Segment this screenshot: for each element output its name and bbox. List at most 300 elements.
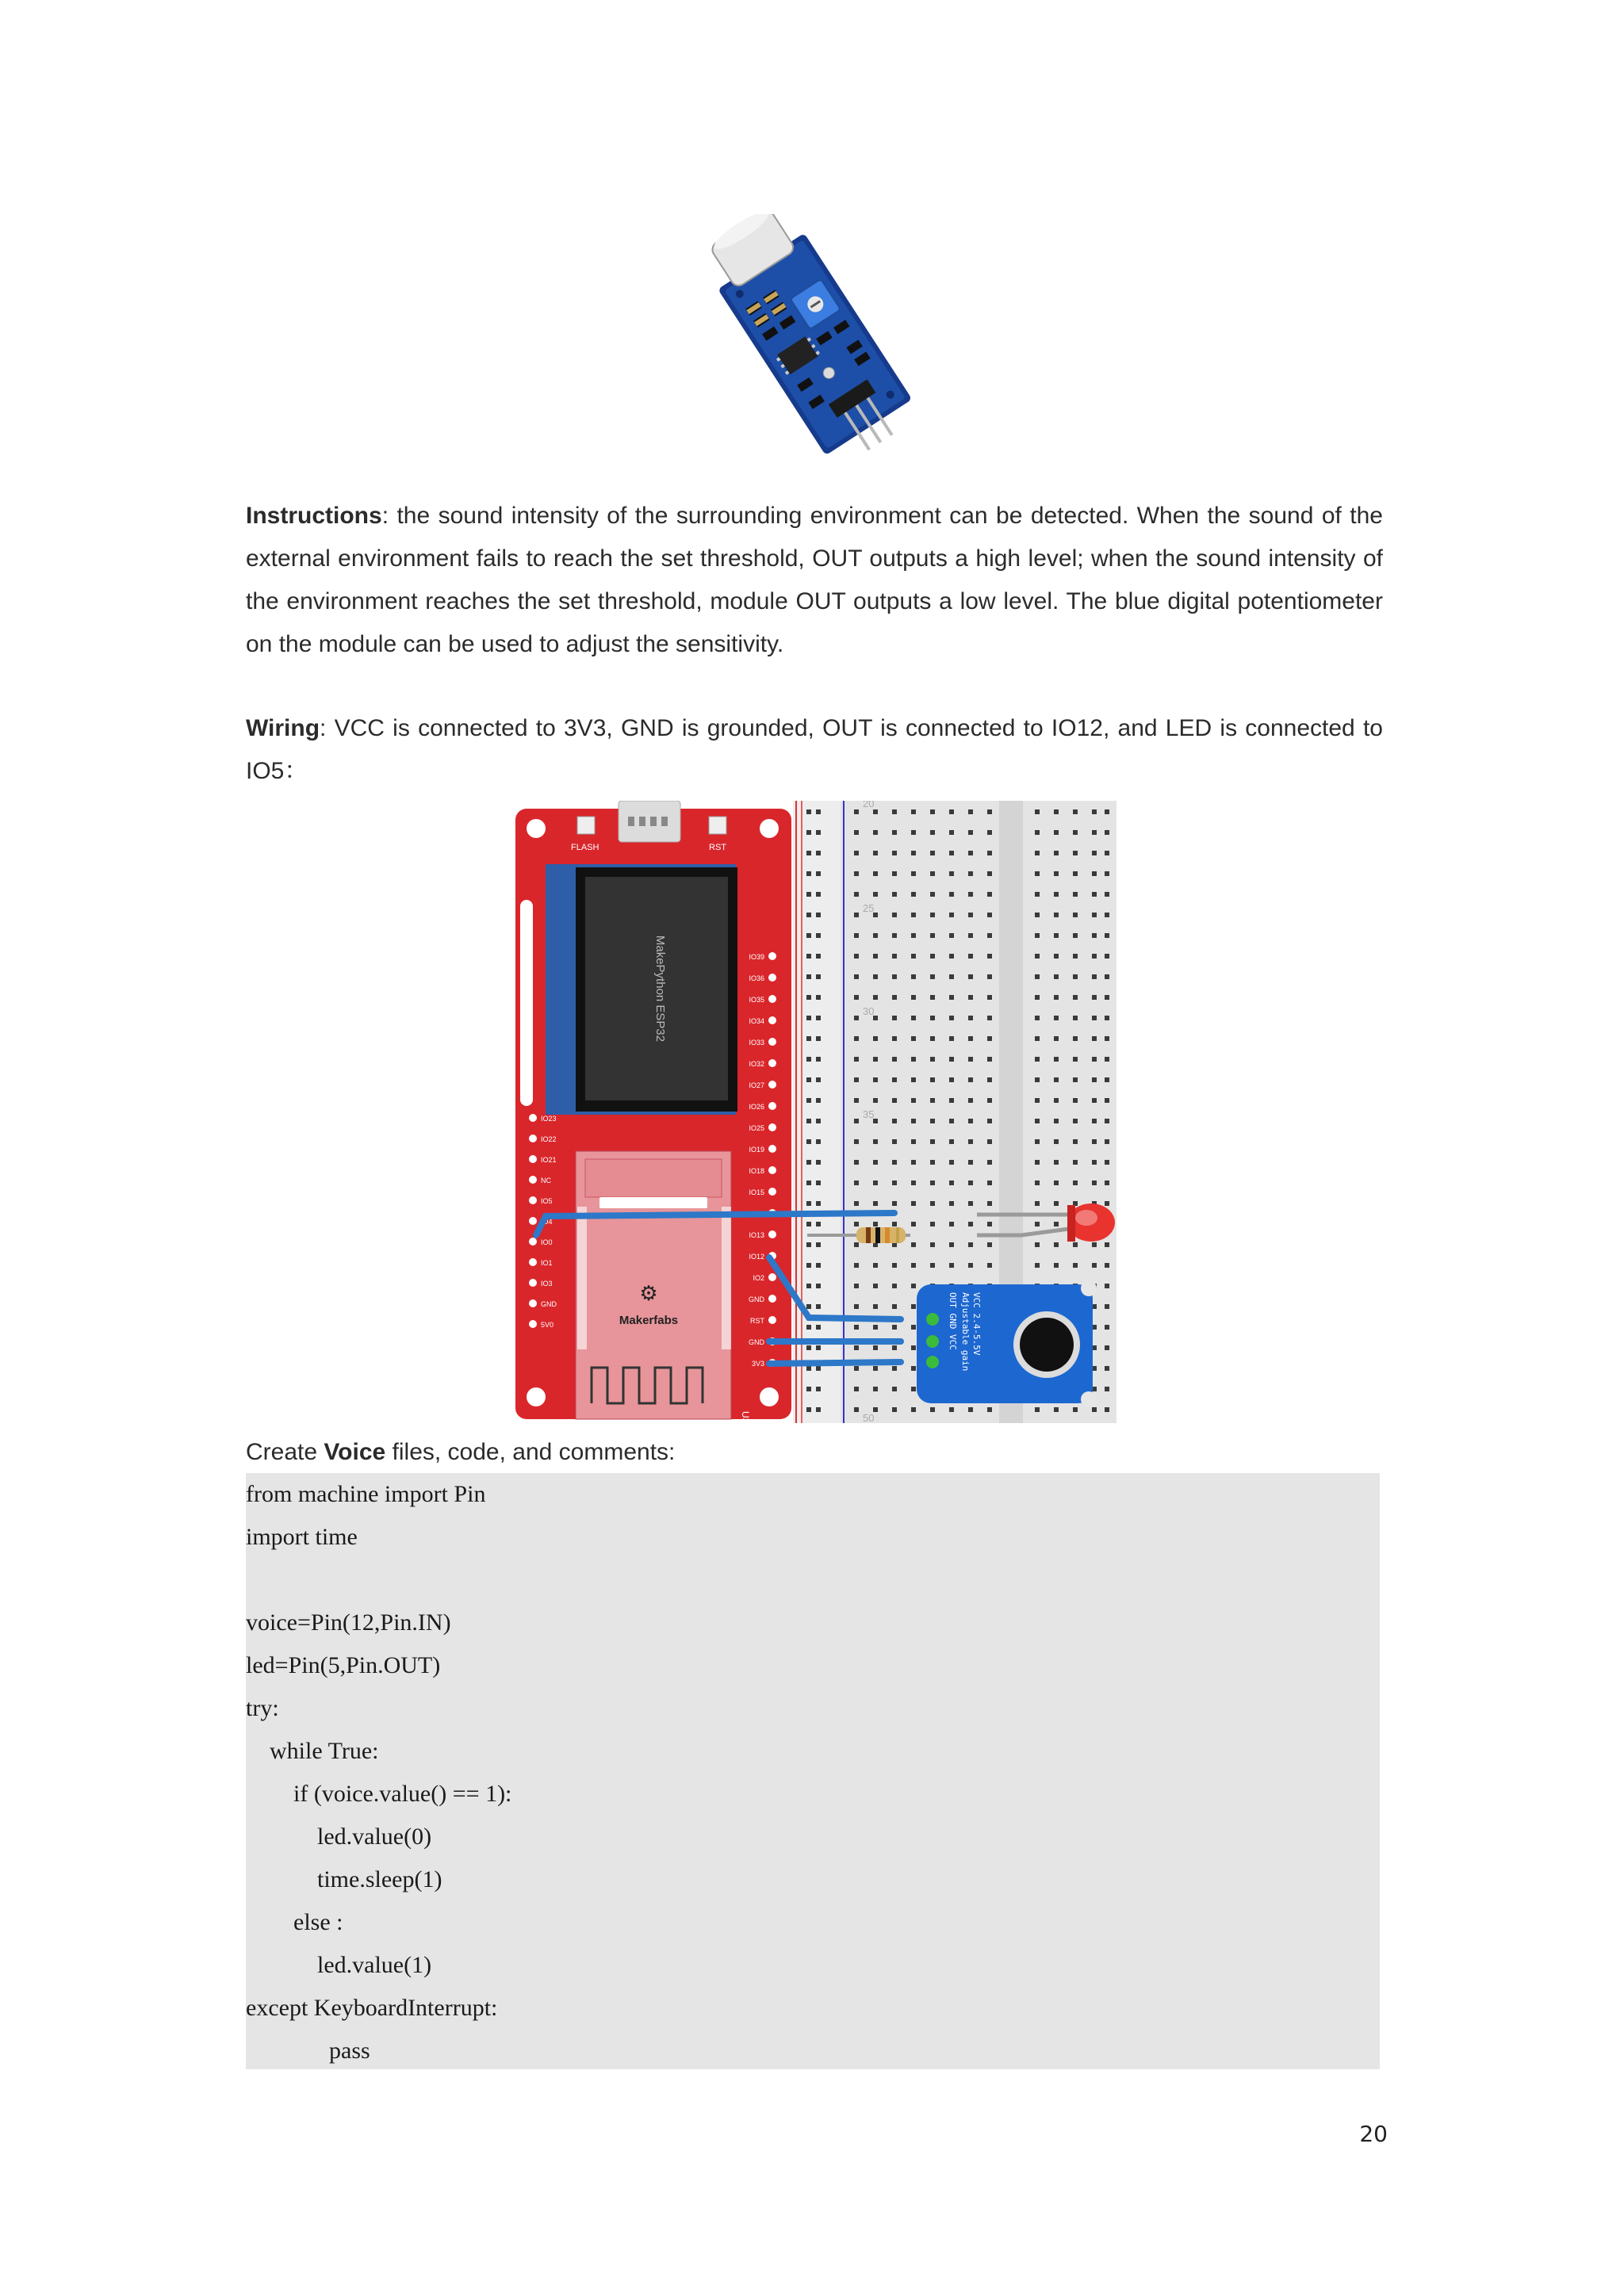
breadboard-row-30: 30 bbox=[863, 1005, 875, 1017]
breadboard-hole bbox=[1054, 1098, 1059, 1103]
breadboard-hole bbox=[816, 1160, 821, 1165]
breadboard-hole bbox=[873, 809, 878, 814]
breadboard-hole bbox=[949, 1222, 954, 1226]
breadboard-hole bbox=[1105, 1077, 1109, 1082]
breadboard-hole bbox=[987, 933, 992, 938]
breadboard-hole bbox=[1105, 1016, 1109, 1020]
makerfabs-label: Makerfabs bbox=[619, 1314, 679, 1327]
breadboard-hole bbox=[911, 913, 916, 917]
breadboard-hole bbox=[806, 954, 811, 959]
breadboard-hole bbox=[949, 933, 954, 938]
rst-label: RST bbox=[709, 843, 726, 852]
breadboard-hole bbox=[1035, 1139, 1040, 1144]
breadboard-hole bbox=[987, 1407, 992, 1412]
board-pin-label: NC bbox=[541, 1177, 551, 1184]
breadboard-hole bbox=[949, 830, 954, 835]
breadboard-hole bbox=[987, 1036, 992, 1041]
code-line: from machine import Pin bbox=[246, 1481, 486, 1507]
breadboard-hole bbox=[1105, 1139, 1109, 1144]
board-pin bbox=[768, 1188, 776, 1196]
breadboard-hole bbox=[1105, 1036, 1109, 1041]
breadboard-hole bbox=[987, 1263, 992, 1268]
breadboard-hole bbox=[930, 995, 935, 1000]
breadboard-hole bbox=[968, 954, 973, 959]
breadboard-hole bbox=[854, 1366, 859, 1371]
breadboard-hole bbox=[911, 1325, 916, 1330]
breadboard-hole bbox=[892, 1222, 897, 1226]
breadboard-hole bbox=[911, 974, 916, 979]
board-pin-label: IO22 bbox=[541, 1135, 557, 1143]
breadboard-hole bbox=[987, 913, 992, 917]
code-line: voice=Pin(12,Pin.IN) bbox=[246, 1609, 451, 1636]
breadboard-hole bbox=[1035, 1201, 1040, 1206]
breadboard-hole bbox=[806, 1016, 811, 1020]
breadboard-hole bbox=[806, 1242, 811, 1247]
breadboard-hole bbox=[816, 871, 821, 876]
breadboard-hole bbox=[968, 830, 973, 835]
breadboard-hole bbox=[1035, 1222, 1040, 1226]
breadboard-hole bbox=[911, 871, 916, 876]
breadboard-hole bbox=[816, 1242, 821, 1247]
breadboard-hole bbox=[1035, 1057, 1040, 1062]
breadboard-hole bbox=[949, 851, 954, 855]
breadboard-hole bbox=[806, 933, 811, 938]
breadboard-hole bbox=[1105, 1098, 1109, 1103]
breadboard-hole bbox=[968, 851, 973, 855]
board-pin-label: IO0 bbox=[541, 1238, 553, 1246]
board-pin bbox=[529, 1114, 537, 1122]
board-pin bbox=[529, 1320, 537, 1328]
breadboard-hole bbox=[892, 974, 897, 979]
board-pin-label: IO12 bbox=[749, 1253, 764, 1261]
breadboard-hole bbox=[892, 933, 897, 938]
breadboard-hole bbox=[854, 1057, 859, 1062]
breadboard-hole bbox=[854, 1036, 859, 1041]
breadboard-hole bbox=[1105, 954, 1109, 959]
breadboard-hole bbox=[1092, 974, 1097, 979]
breadboard-hole bbox=[949, 1181, 954, 1185]
code-line: led=Pin(5,Pin.OUT) bbox=[246, 1652, 441, 1678]
mic-module-pins: OUT GND VCC bbox=[948, 1292, 958, 1350]
breadboard-hole bbox=[987, 809, 992, 814]
board-pin-label: IO18 bbox=[749, 1167, 764, 1175]
board-pin bbox=[768, 995, 776, 1003]
breadboard-hole bbox=[930, 1160, 935, 1165]
breadboard-hole bbox=[854, 1345, 859, 1350]
code-block bbox=[246, 1473, 1380, 2069]
breadboard-hole bbox=[1092, 1242, 1097, 1247]
breadboard-hole bbox=[1105, 1304, 1109, 1309]
breadboard-hole bbox=[806, 1077, 811, 1082]
breadboard-hole bbox=[854, 1387, 859, 1391]
breadboard-hole bbox=[1092, 1181, 1097, 1185]
breadboard-hole bbox=[987, 1242, 992, 1247]
board-pin bbox=[768, 1102, 776, 1110]
breadboard-hole bbox=[949, 1036, 954, 1041]
breadboard-hole bbox=[816, 1016, 821, 1020]
breadboard-hole bbox=[1105, 1407, 1109, 1412]
breadboard-hole bbox=[911, 1139, 916, 1144]
breadboard-hole bbox=[892, 1407, 897, 1412]
breadboard-hole bbox=[930, 809, 935, 814]
breadboard-hole bbox=[1105, 851, 1109, 855]
breadboard-hole bbox=[1073, 1181, 1078, 1185]
board-pin bbox=[768, 1038, 776, 1046]
breadboard-hole bbox=[854, 1284, 859, 1288]
board-pin bbox=[768, 1166, 776, 1174]
breadboard-hole bbox=[968, 1222, 973, 1226]
board-pin-label: IO36 bbox=[749, 974, 764, 982]
breadboard-hole bbox=[892, 1098, 897, 1103]
board-pin-label: IO26 bbox=[749, 1103, 764, 1111]
breadboard-hole bbox=[892, 1366, 897, 1371]
code-line: import time bbox=[246, 1524, 358, 1550]
breadboard-hole bbox=[930, 1181, 935, 1185]
breadboard-hole bbox=[806, 1057, 811, 1062]
breadboard-hole bbox=[949, 809, 954, 814]
breadboard-hole bbox=[1073, 933, 1078, 938]
breadboard-hole bbox=[949, 1407, 954, 1412]
breadboard-hole bbox=[1105, 913, 1109, 917]
breadboard-hole bbox=[873, 974, 878, 979]
breadboard-hole bbox=[816, 1345, 821, 1350]
breadboard-hole bbox=[911, 1387, 916, 1391]
breadboard-hole bbox=[1054, 1139, 1059, 1144]
breadboard-hole bbox=[911, 1201, 916, 1206]
breadboard-hole bbox=[1054, 1016, 1059, 1020]
breadboard-hole bbox=[1035, 830, 1040, 835]
breadboard-hole bbox=[987, 1160, 992, 1165]
board-pin bbox=[768, 1123, 776, 1131]
breadboard-hole bbox=[806, 1407, 811, 1412]
board-title: MakePython ESP32 bbox=[653, 935, 667, 1043]
breadboard-hole bbox=[1035, 913, 1040, 917]
breadboard-hole bbox=[873, 1263, 878, 1268]
board-pin bbox=[768, 1230, 776, 1238]
breadboard-row-20: 20 bbox=[863, 801, 875, 809]
breadboard-hole bbox=[816, 1366, 821, 1371]
breadboard-hole bbox=[892, 1036, 897, 1041]
breadboard-hole bbox=[892, 1304, 897, 1309]
breadboard-hole bbox=[892, 995, 897, 1000]
board-pin-label: IO4 bbox=[541, 1218, 553, 1226]
breadboard-hole bbox=[968, 974, 973, 979]
breadboard-hole bbox=[1035, 974, 1040, 979]
breadboard-hole bbox=[1073, 830, 1078, 835]
breadboard-hole bbox=[1105, 1181, 1109, 1185]
breadboard-hole bbox=[987, 1077, 992, 1082]
code-line: try: bbox=[246, 1695, 279, 1721]
breadboard-hole bbox=[816, 892, 821, 897]
breadboard-hole bbox=[911, 954, 916, 959]
instructions-text: : the sound intensity of the surrounding environment can be detected. When the sound of the external environment fails to reach the set threshold, OUT outputs a high level; when the sound intensity of the environment reaches the set threshold, module OUT outputs a low level. The blue digital potentiometer on the module can be used to adjust the sensitivity. bbox=[246, 503, 1383, 657]
breadboard-hole bbox=[1054, 995, 1059, 1000]
instructions-paragraph bbox=[246, 495, 1383, 666]
breadboard-hole bbox=[854, 830, 859, 835]
breadboard-hole bbox=[911, 892, 916, 897]
breadboard-hole bbox=[930, 851, 935, 855]
code-line: pass bbox=[246, 2038, 370, 2064]
board-pin bbox=[768, 1016, 776, 1024]
breadboard-hole bbox=[1054, 954, 1059, 959]
breadboard-hole bbox=[911, 1263, 916, 1268]
board-pin bbox=[529, 1135, 537, 1142]
breadboard-hole bbox=[911, 1366, 916, 1371]
board-pin-label: IO32 bbox=[749, 1060, 764, 1068]
breadboard-hole bbox=[873, 892, 878, 897]
breadboard-hole bbox=[892, 892, 897, 897]
breadboard-hole bbox=[1105, 1160, 1109, 1165]
breadboard-hole bbox=[873, 1036, 878, 1041]
breadboard-hole bbox=[1054, 1160, 1059, 1165]
breadboard-hole bbox=[873, 1284, 878, 1288]
breadboard-hole bbox=[1092, 1077, 1097, 1082]
breadboard-hole bbox=[911, 1345, 916, 1350]
breadboard-hole bbox=[873, 1387, 878, 1391]
breadboard-hole bbox=[911, 809, 916, 814]
breadboard-hole bbox=[1092, 851, 1097, 855]
board-pin-label: IO39 bbox=[749, 953, 764, 961]
board-pin bbox=[768, 1059, 776, 1067]
breadboard-hole bbox=[1035, 995, 1040, 1000]
board-pin bbox=[529, 1258, 537, 1266]
breadboard-hole bbox=[1092, 1119, 1097, 1123]
breadboard-hole bbox=[911, 933, 916, 938]
breadboard-hole bbox=[816, 1407, 821, 1412]
breadboard-hole bbox=[816, 1077, 821, 1082]
breadboard-hole bbox=[854, 1098, 859, 1103]
breadboard-hole bbox=[854, 995, 859, 1000]
breadboard-hole bbox=[1092, 1098, 1097, 1103]
breadboard-hole bbox=[1092, 954, 1097, 959]
breadboard-hole bbox=[987, 830, 992, 835]
breadboard-hole bbox=[949, 1160, 954, 1165]
breadboard-hole bbox=[1073, 954, 1078, 959]
breadboard-hole bbox=[892, 1325, 897, 1330]
board-pin-label: IO15 bbox=[749, 1188, 764, 1196]
breadboard-hole bbox=[873, 1098, 878, 1103]
breadboard-hole bbox=[1035, 954, 1040, 959]
breadboard-hole bbox=[1035, 1407, 1040, 1412]
create-suffix: files, code, and comments: bbox=[385, 1439, 676, 1465]
breadboard-hole bbox=[1054, 974, 1059, 979]
breadboard-hole bbox=[1073, 1160, 1078, 1165]
breadboard-hole bbox=[854, 851, 859, 855]
board-pin-label: 3V3 bbox=[751, 1360, 764, 1368]
board-pin bbox=[768, 1273, 776, 1281]
breadboard-hole bbox=[1054, 1036, 1059, 1041]
breadboard-hole bbox=[987, 1119, 992, 1123]
breadboard-hole bbox=[949, 1016, 954, 1020]
breadboard-hole bbox=[1035, 892, 1040, 897]
code-line: led.value(0) bbox=[246, 1823, 432, 1850]
breadboard-hole bbox=[816, 1325, 821, 1330]
breadboard-hole bbox=[854, 1201, 859, 1206]
breadboard-hole bbox=[987, 871, 992, 876]
breadboard-hole bbox=[892, 809, 897, 814]
breadboard-hole bbox=[987, 1016, 992, 1020]
create-prefix: Create bbox=[246, 1439, 324, 1465]
breadboard-hole bbox=[873, 1304, 878, 1309]
breadboard-hole bbox=[1105, 1242, 1109, 1247]
breadboard-hole bbox=[1035, 933, 1040, 938]
flash-label: FLASH bbox=[571, 843, 599, 852]
board-pin-label: IO21 bbox=[541, 1156, 557, 1164]
breadboard-hole bbox=[892, 1201, 897, 1206]
board-pin bbox=[529, 1196, 537, 1204]
breadboard-hole bbox=[987, 892, 992, 897]
breadboard-hole bbox=[816, 1387, 821, 1391]
breadboard-hole bbox=[1054, 933, 1059, 938]
breadboard-hole bbox=[1054, 913, 1059, 917]
breadboard-hole bbox=[806, 913, 811, 917]
breadboard-hole bbox=[892, 1057, 897, 1062]
breadboard-hole bbox=[873, 1181, 878, 1185]
breadboard-hole bbox=[987, 1181, 992, 1185]
breadboard-hole bbox=[816, 1222, 821, 1226]
breadboard-hole bbox=[816, 954, 821, 959]
breadboard-hole bbox=[987, 1098, 992, 1103]
breadboard-hole bbox=[968, 1160, 973, 1165]
breadboard-hole bbox=[806, 1366, 811, 1371]
breadboard-hole bbox=[1054, 1242, 1059, 1247]
board-pin-label: IO5 bbox=[541, 1197, 553, 1205]
code-line: while True: bbox=[246, 1738, 379, 1764]
breadboard-hole bbox=[816, 830, 821, 835]
breadboard-hole bbox=[854, 913, 859, 917]
breadboard-hole bbox=[806, 892, 811, 897]
breadboard-hole bbox=[816, 1304, 821, 1309]
breadboard-hole bbox=[1073, 1077, 1078, 1082]
breadboard-hole bbox=[873, 1077, 878, 1082]
breadboard-hole bbox=[911, 1077, 916, 1082]
breadboard-hole bbox=[930, 830, 935, 835]
breadboard-hole bbox=[892, 954, 897, 959]
breadboard-hole bbox=[854, 1304, 859, 1309]
breadboard-hole bbox=[1105, 871, 1109, 876]
breadboard-hole bbox=[1073, 1407, 1078, 1412]
breadboard-hole bbox=[873, 830, 878, 835]
breadboard-hole bbox=[987, 1139, 992, 1144]
breadboard-hole bbox=[854, 809, 859, 814]
breadboard-hole bbox=[930, 1016, 935, 1020]
breadboard-hole bbox=[930, 1263, 935, 1268]
breadboard-hole bbox=[1092, 1263, 1097, 1268]
mic-module-label-2: Adjustable gain bbox=[960, 1292, 971, 1372]
breadboard-hole bbox=[1092, 892, 1097, 897]
instructions-heading: Instructions bbox=[246, 503, 382, 529]
breadboard-hole bbox=[873, 1366, 878, 1371]
breadboard-hole bbox=[1092, 1407, 1097, 1412]
breadboard-hole bbox=[892, 1160, 897, 1165]
breadboard-hole bbox=[911, 1304, 916, 1309]
breadboard-hole bbox=[1054, 809, 1059, 814]
breadboard-hole bbox=[1054, 851, 1059, 855]
breadboard-hole bbox=[1092, 933, 1097, 938]
breadboard-hole bbox=[911, 1284, 916, 1288]
breadboard-hole bbox=[968, 1263, 973, 1268]
breadboard-hole bbox=[1054, 1407, 1059, 1412]
breadboard-hole bbox=[968, 995, 973, 1000]
breadboard-hole bbox=[1054, 1181, 1059, 1185]
breadboard-hole bbox=[1035, 1098, 1040, 1103]
breadboard-hole bbox=[892, 830, 897, 835]
breadboard-hole bbox=[854, 871, 859, 876]
board-pin-label: GND bbox=[749, 1338, 764, 1346]
breadboard-hole bbox=[854, 1263, 859, 1268]
breadboard-hole bbox=[949, 1242, 954, 1247]
breadboard-hole bbox=[1105, 1345, 1109, 1350]
breadboard-row-50: 50 bbox=[863, 1412, 875, 1423]
breadboard-hole bbox=[930, 1222, 935, 1226]
breadboard-hole bbox=[892, 1016, 897, 1020]
breadboard-hole bbox=[1073, 913, 1078, 917]
breadboard-hole bbox=[873, 933, 878, 938]
breadboard-hole bbox=[930, 1201, 935, 1206]
breadboard-hole bbox=[1035, 1077, 1040, 1082]
breadboard-hole bbox=[968, 1016, 973, 1020]
board-pin-label: IO3 bbox=[541, 1280, 553, 1288]
breadboard-hole bbox=[806, 1181, 811, 1185]
breadboard-hole bbox=[1035, 809, 1040, 814]
wire-3v3-to-vcc bbox=[769, 1362, 901, 1364]
breadboard-hole bbox=[873, 1325, 878, 1330]
breadboard-hole bbox=[968, 1139, 973, 1144]
breadboard-hole bbox=[1073, 1263, 1078, 1268]
breadboard-hole bbox=[873, 1139, 878, 1144]
board-pin-label: GND bbox=[541, 1300, 557, 1308]
breadboard-hole bbox=[1054, 1077, 1059, 1082]
board-pin-label: RST bbox=[750, 1317, 764, 1325]
board-pin bbox=[768, 1295, 776, 1303]
breadboard-hole bbox=[892, 871, 897, 876]
breadboard-hole bbox=[806, 809, 811, 814]
breadboard-hole bbox=[911, 830, 916, 835]
u3-label: U3 bbox=[740, 1411, 751, 1423]
breadboard-hole bbox=[1092, 1036, 1097, 1041]
breadboard-hole bbox=[968, 871, 973, 876]
breadboard-hole bbox=[892, 1387, 897, 1391]
breadboard-hole bbox=[911, 1242, 916, 1247]
breadboard-hole bbox=[1073, 1119, 1078, 1123]
create-bold-voice: Voice bbox=[324, 1439, 386, 1465]
breadboard-hole bbox=[987, 974, 992, 979]
breadboard-hole bbox=[873, 851, 878, 855]
breadboard-hole bbox=[892, 1263, 897, 1268]
breadboard-hole bbox=[968, 1201, 973, 1206]
breadboard-hole bbox=[930, 1242, 935, 1247]
breadboard-hole bbox=[816, 933, 821, 938]
breadboard-hole bbox=[1035, 1242, 1040, 1247]
breadboard-hole bbox=[1035, 871, 1040, 876]
board-pin bbox=[768, 974, 776, 982]
breadboard-hole bbox=[949, 1119, 954, 1123]
breadboard-hole bbox=[930, 913, 935, 917]
red-led bbox=[1067, 1203, 1115, 1242]
breadboard-hole bbox=[930, 1119, 935, 1123]
breadboard-hole bbox=[1092, 809, 1097, 814]
breadboard-hole bbox=[806, 851, 811, 855]
breadboard-hole bbox=[873, 954, 878, 959]
wiring-text: : VCC is connected to 3V3, GND is grounded, OUT is connected to IO12, and LED is connected to IO5： bbox=[246, 715, 1383, 784]
breadboard-hole bbox=[949, 1139, 954, 1144]
breadboard-hole bbox=[873, 995, 878, 1000]
breadboard-hole bbox=[968, 1407, 973, 1412]
breadboard-hole bbox=[1105, 1201, 1109, 1206]
breadboard-hole bbox=[806, 830, 811, 835]
breadboard-hole bbox=[1092, 871, 1097, 876]
breadboard-hole bbox=[1073, 974, 1078, 979]
